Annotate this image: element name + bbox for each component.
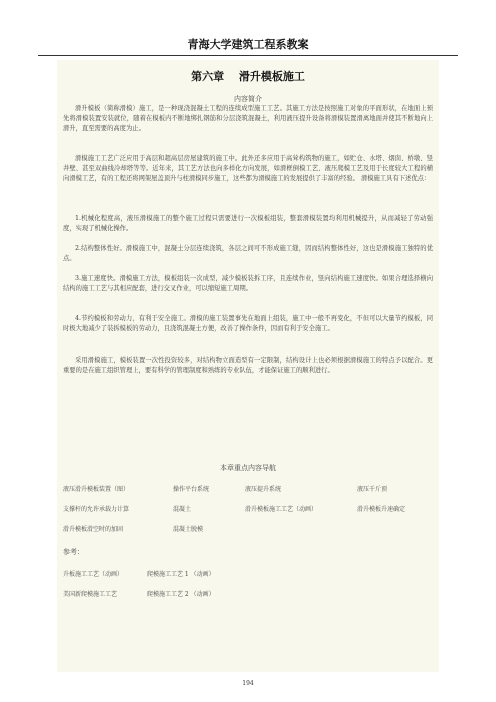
ref-link-liftslab-animation[interactable]: 升板施工工艺（动画） xyxy=(63,571,124,578)
ref-link-climbform-1[interactable]: 爬模施工工艺 1 （动画） xyxy=(147,571,215,578)
advantage-1: 1.机械化程度高，液压滑模施工的整个施工过程只需要进行一次模板组装，整套滑模装置均利用机械提升，从而减轻了劳动强度，实现了机械化操作。 xyxy=(63,215,433,233)
nav-link-concrete-demoulding[interactable]: 混凝土脱模 xyxy=(173,526,204,533)
chapter-title: 第六章 滑升模板施工 xyxy=(191,70,305,83)
page-header: 青海大学建筑工程系教案 xyxy=(38,36,458,56)
nav-link-slipform-process-animation[interactable]: 滑升模板施工工艺（动画） xyxy=(245,506,318,513)
nav-heading: 本章重点内容导航 xyxy=(220,464,276,472)
intro-paragraph-2: 滑模施工工艺广泛应用于高层和超高层房屋建筑的施工中。此外还多应用于高耸构筑物的施工，如贮仓、水塔、烟囱、桥墩、竖井壁、甚至双曲线冷却塔等等。近年来，其工艺方法也向多样化方向发展，如滑框倒模工艺、液压爬模工艺及用于长度较大工程的横向滑模工艺，有的工程还将网架屋盖顶升与柱滑模同步施工，这些都为滑模施工的发展提供了丰富的经验。 滑模施工具有下述优点： xyxy=(63,155,433,183)
advantage-4: 4.节约模板和劳动力，有利于安全施工。滑模的施工装置事先在地面上组装，施工中一般不再变化，不但可以大量节约模板，同时极大地减少了装拆模板的劳动力，且浇筑混凝土方便，改善了操作条件，因而有利于安全施工。 xyxy=(63,315,433,333)
ref-link-climbform-2[interactable]: 爬模施工工艺 2 （动画） xyxy=(147,591,215,598)
nav-link-slipform-device[interactable]: 液压滑升模板装置（图） xyxy=(63,486,130,493)
advantage-2: 2.结构整体性好。滑模施工中，混凝土分层连续浇筑，各层之间可不形成施工缝，因而结构整体性好，这也是滑模施工独特的优点。 xyxy=(63,245,433,263)
nav-link-hydraulic-lift-system[interactable]: 液压提升系统 xyxy=(245,486,282,493)
nav-link-concrete[interactable]: 混凝土 xyxy=(173,506,192,513)
nav-link-slipform-reinforcement[interactable]: 滑升模板滑空时的加固 xyxy=(63,526,124,533)
references-heading: 参考： xyxy=(63,548,84,556)
ref-link-us-climbform[interactable]: 美国新爬模施工工艺 xyxy=(63,591,118,598)
intro-paragraph-closing: 采用滑模施工，模板装置一次性投资较多，对结构物立面造型有一定限制，结构设计上也必须根据滑模施工的特点予以配合。更重要的是在施工组织管理上，要有科学的管理制度和熟练的专业队伍，才能保证施工的顺利进行。 xyxy=(63,357,433,375)
content-panel xyxy=(57,60,439,672)
intro-heading: 内容简介 xyxy=(234,95,262,103)
advantage-3: 3.施工速度快。滑模施工方法，模板组装一次成型，减少模板装拆工序，且连续作业，竖向结构施工速度快。如果合理选择横向结构的施工工艺与其相应配套，进行交叉作业，可以缩短施工周期。 xyxy=(63,275,433,293)
intro-paragraph-1: 滑升模板（简称滑模）施工，是一种现浇混凝土工程的连续成型施工工艺。其施工方法是按照施工对象的平面形状，在地面上预先将滑模装置安装就位，随着在模板内不断地绑扎钢筋和分层浇筑混凝土，利用液压提升设备将滑模装置滑离地面并使其不断地向上滑升，直至需要的高度为止。 xyxy=(63,105,433,133)
nav-link-platform-system[interactable]: 操作平台系统 xyxy=(173,486,210,493)
page-number: 194 xyxy=(242,680,254,687)
nav-link-support-rod-capacity[interactable]: 支撑杆的允许承载力计算 xyxy=(63,506,130,513)
nav-link-hydraulic-jack[interactable]: 液压千斤顶 xyxy=(357,486,388,493)
nav-link-lift-speed[interactable]: 滑升模板升速确定 xyxy=(357,506,406,513)
